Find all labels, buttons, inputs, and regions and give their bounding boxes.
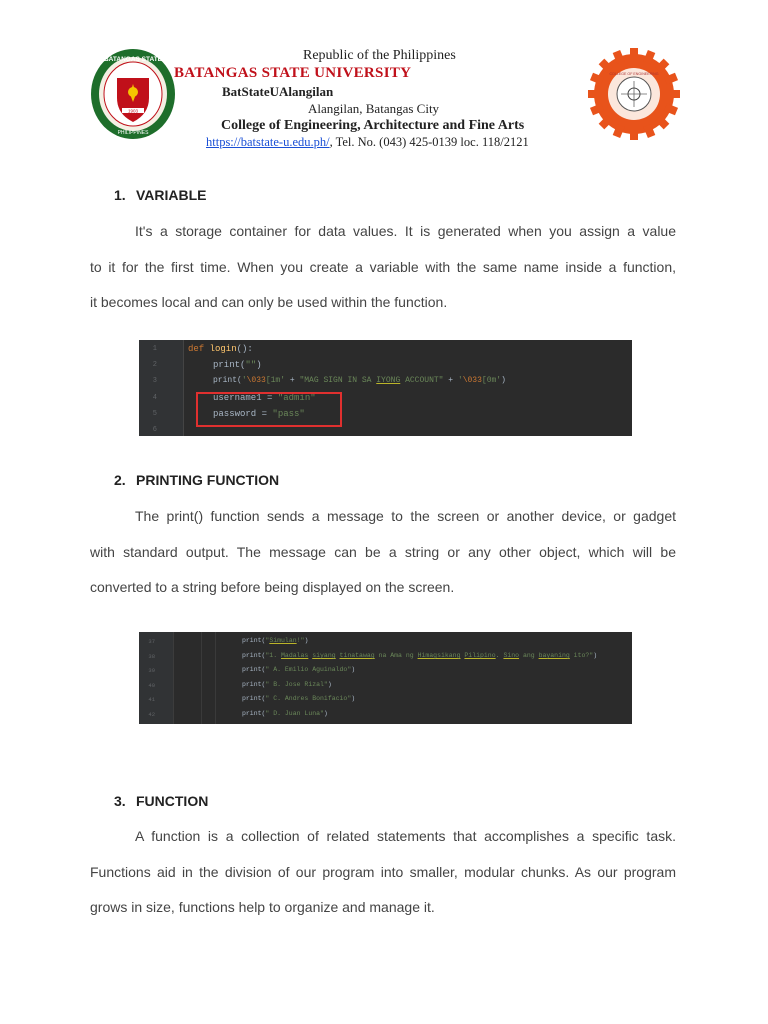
- line-number: 5: [152, 410, 157, 418]
- code-line: print("Simulan!"): [242, 637, 309, 644]
- code-line: def login():: [188, 344, 253, 354]
- college-name: College of Engineering, Architecture and Fine Arts: [221, 118, 525, 133]
- phone-number: , Tel. No. (043) 425-0139 loc. 118/2121: [329, 135, 529, 149]
- code-line: print(" C. Andres Bonifacio"): [242, 695, 356, 702]
- batangas-state-university-seal-icon: [90, 48, 176, 140]
- paragraph-line: A function is a collection of related statements that accomplishes a specific task.: [135, 828, 676, 844]
- paragraph-line: it becomes local and can only be used within the function.: [90, 294, 448, 310]
- line-number: 39: [148, 667, 155, 674]
- section-paragraph-variable: [90, 223, 676, 330]
- line-number: 4: [152, 394, 157, 402]
- section-heading-variable: [114, 187, 207, 203]
- section-number: 2.: [114, 472, 126, 488]
- section-heading-printing-function: [114, 472, 279, 488]
- paragraph-line: to it for the first time. When you create a variable with the same name inside a function,: [90, 258, 676, 275]
- section-heading-function: [114, 793, 208, 809]
- campus-address: Alangilan, Batangas City: [308, 101, 440, 116]
- line-number: 42: [148, 711, 155, 718]
- campus-name: BatStateUAlangilan: [222, 84, 334, 99]
- highlight-box: [196, 392, 342, 427]
- paragraph-line: with standard output. The message can be a string or any other object, which will be: [90, 543, 676, 560]
- svg-text:PHILIPPINES: PHILIPPINES: [117, 130, 149, 136]
- paragraph-line: The print() function sends a message to the screen or another device, or gadget: [135, 508, 676, 524]
- svg-text:1903: 1903: [127, 108, 139, 114]
- section-paragraph-function: [90, 828, 676, 935]
- code-line: print(" B. Jose Rizal"): [242, 681, 332, 688]
- line-number: 37: [148, 638, 155, 645]
- line-number: 6: [152, 426, 157, 434]
- line-number: 3: [152, 377, 157, 385]
- paragraph-line: converted to a string before being displayed on the screen.: [90, 579, 455, 595]
- republic-line: Republic of the Philippines: [303, 48, 456, 63]
- code-line: username1 = "admin": [213, 393, 316, 403]
- section-title: PRINTING FUNCTION: [136, 472, 280, 488]
- code-line: print(""): [213, 360, 262, 370]
- code-line: print("1. Madalas siyang tinatawag na Ama ng Himagsikang Pilipino. Sino ang bayaning ito?"): [242, 652, 598, 659]
- svg-text:COLLEGE OF ENGINEERING: COLLEGE OF ENGINEERING: [609, 72, 659, 76]
- paragraph-line: Functions aid in the division of our program into smaller, modular chunks. As our program: [90, 863, 676, 880]
- contact-line: [206, 135, 529, 150]
- line-number: 40: [148, 682, 155, 689]
- paragraph-line: It's a storage container for data values. It is generated when you assign a value: [135, 223, 676, 239]
- code-screenshot-printing: [139, 632, 632, 724]
- svg-text:BATANGAS STATE: BATANGAS STATE: [103, 56, 163, 63]
- code-screenshot-variable: [139, 340, 632, 436]
- line-number: 1: [152, 345, 157, 353]
- line-number: 38: [148, 653, 155, 660]
- section-paragraph-printing-function: [90, 508, 676, 615]
- section-number: 1.: [114, 187, 126, 203]
- letterhead: [0, 0, 768, 160]
- university-name: BATANGAS STATE UNIVERSITY: [174, 65, 412, 81]
- section-title: FUNCTION: [136, 793, 209, 809]
- section-number: 3.: [114, 793, 126, 809]
- code-line: print(" A. Emilio Aguinaldo"): [242, 666, 356, 673]
- paragraph-line: grows in size, functions help to organize and manage it.: [90, 899, 435, 915]
- code-line: password = "pass": [213, 409, 305, 419]
- line-number: 41: [148, 696, 155, 703]
- code-line: print('\033[1m' + "MAG SIGN IN SA IYONG ACCOUNT" + '\033[0m'): [213, 376, 506, 385]
- line-number-gutter: [139, 340, 183, 436]
- line-number: 2: [152, 361, 157, 369]
- section-title: VARIABLE: [136, 187, 207, 203]
- code-line: print(" D. Juan Luna"): [242, 710, 328, 717]
- website-link[interactable]: https://batstate-u.edu.ph/: [206, 135, 330, 149]
- college-of-engineering-seal-icon: [588, 48, 680, 140]
